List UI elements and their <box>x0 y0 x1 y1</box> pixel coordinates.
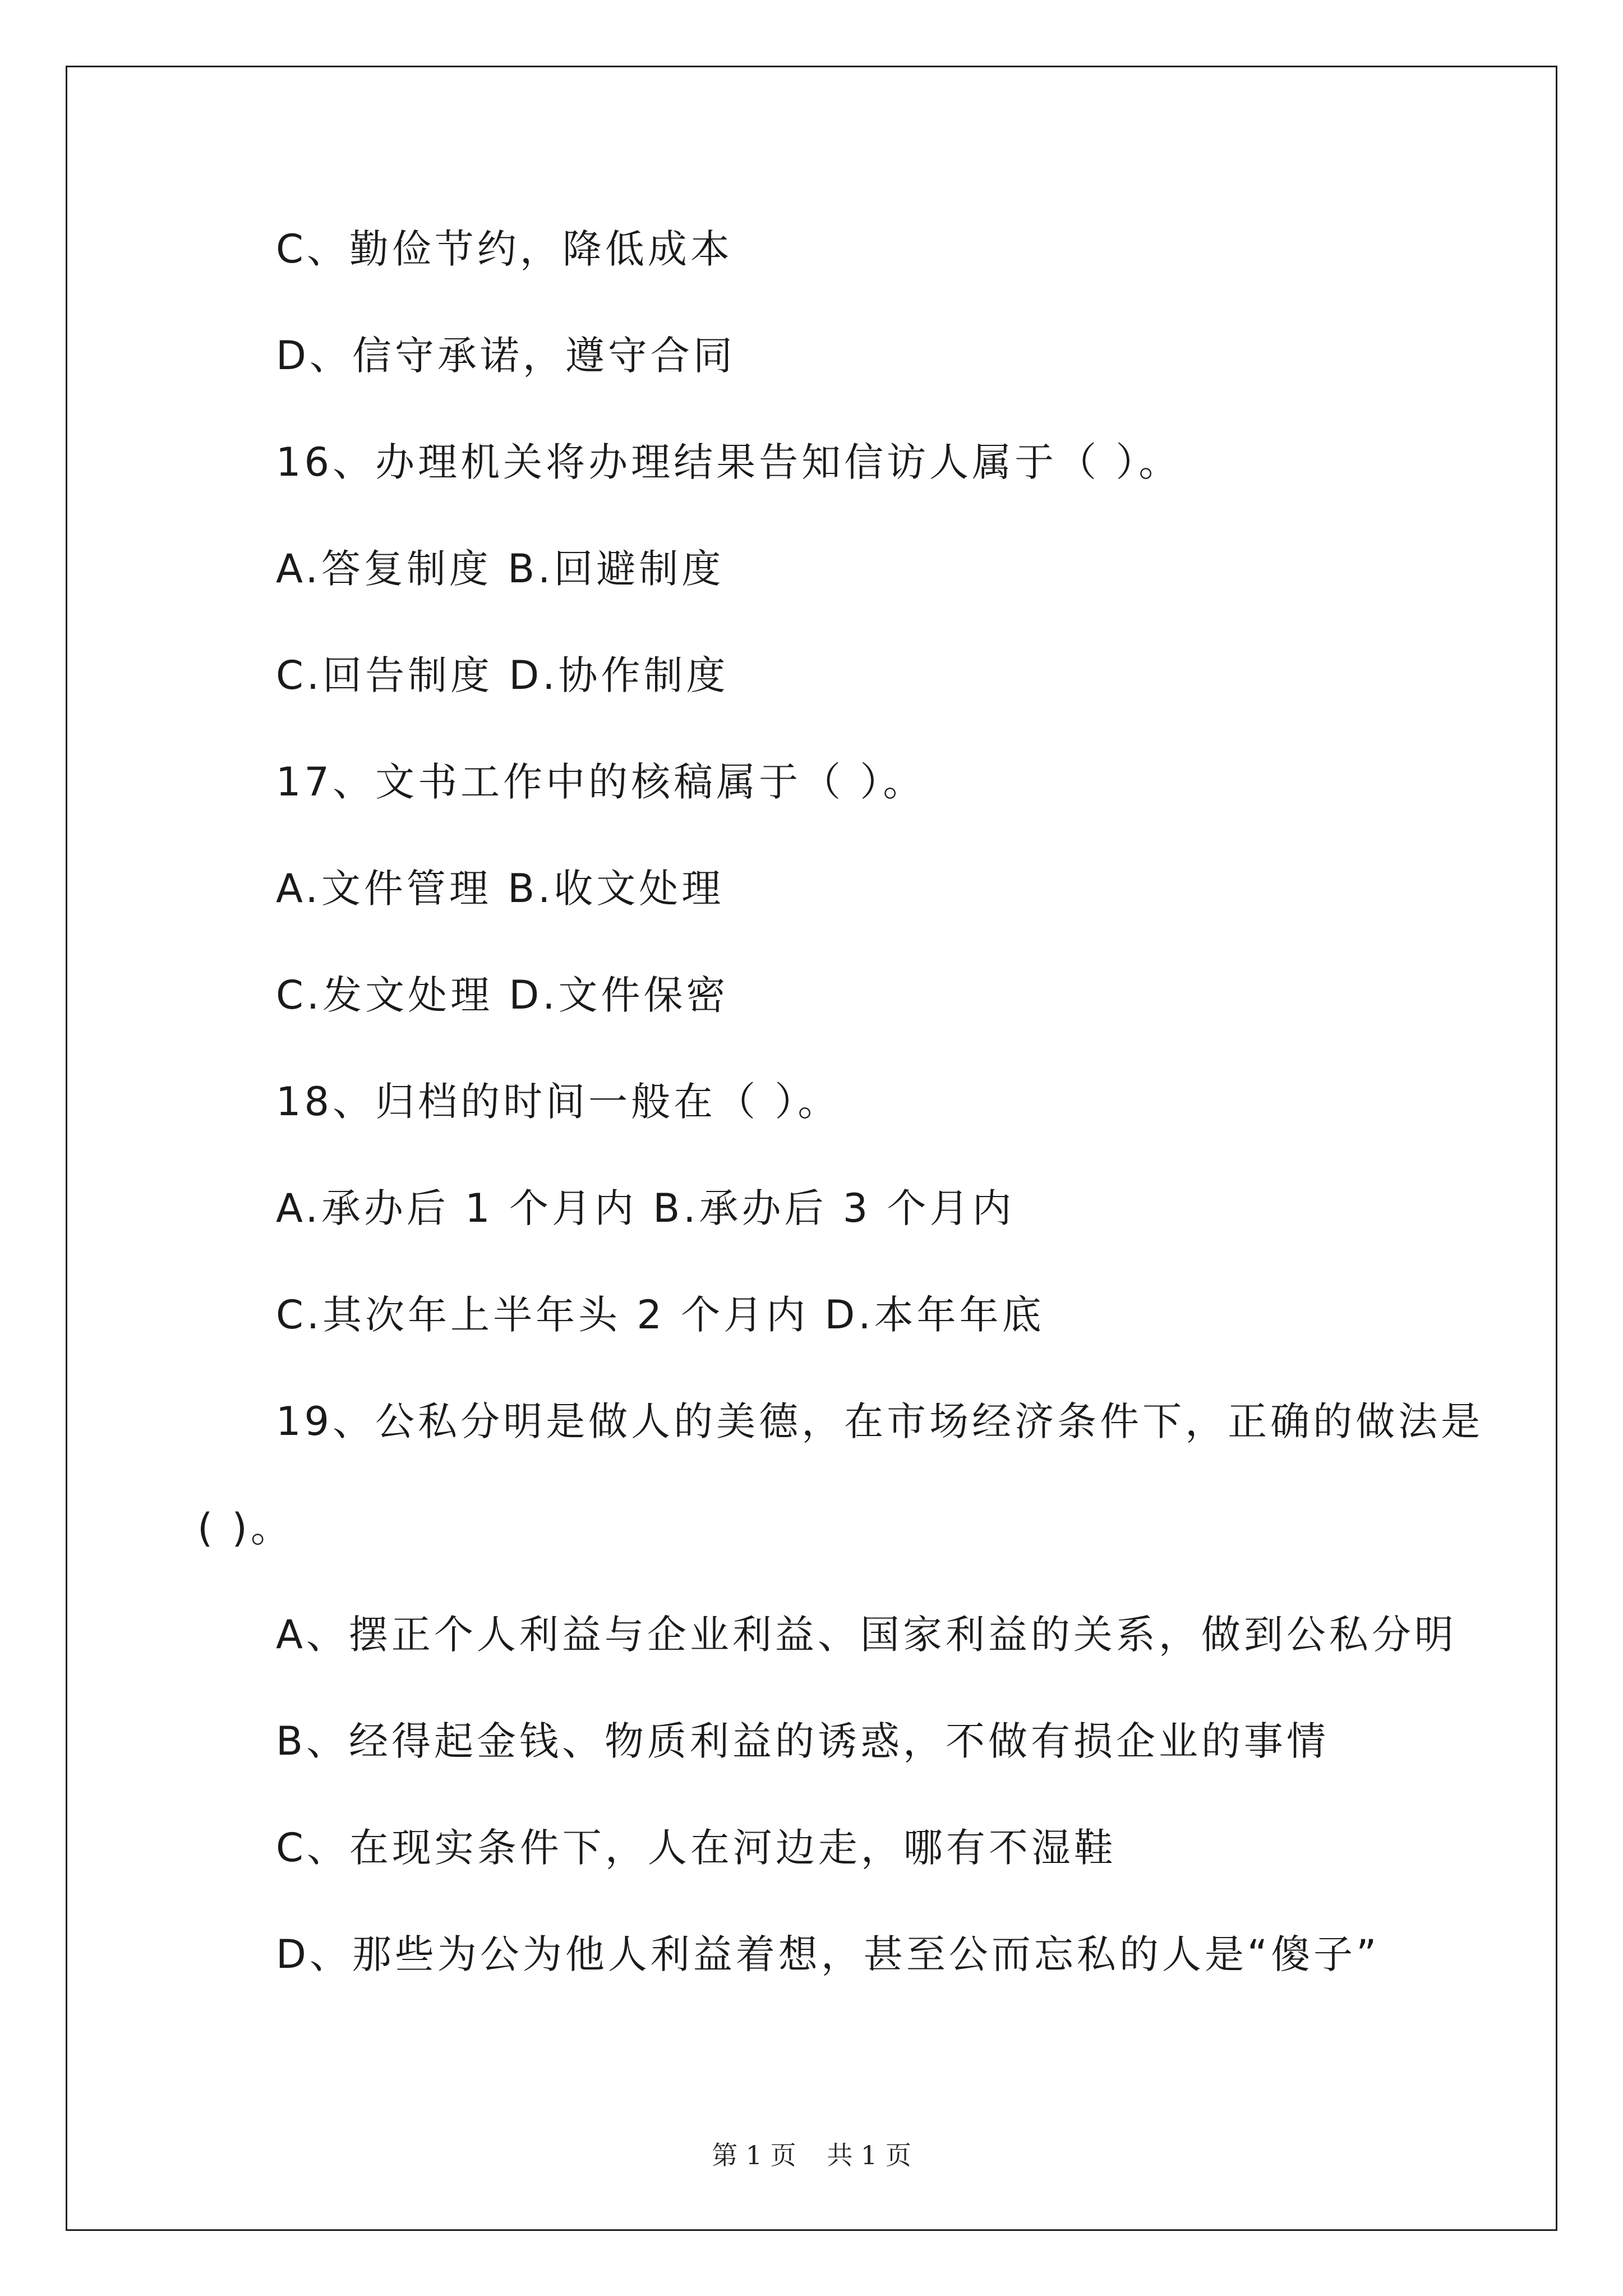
options-ab-q16: A.答复制度 B.回避制度 <box>276 546 725 592</box>
page-footer <box>0 2138 1623 2172</box>
options-ab-q17: A.文件管理 B.收文处理 <box>276 866 725 912</box>
option-c-q19: C、在现实条件下，人在河边走，哪有不湿鞋 <box>276 1825 1117 1871</box>
question-19-continuation: ( )。 <box>197 1505 293 1551</box>
option-b-q19: B、经得起金钱、物质利益的诱惑，不做有损企业的事情 <box>276 1718 1330 1764</box>
option-a-q19: A、摆正个人利益与企业利益、国家利益的关系，做到公私分明 <box>276 1612 1457 1658</box>
question-17: 17、文书工作中的核稿属于（ ）。 <box>276 759 926 805</box>
option-d-q15: D、信守承诺，遵守合同 <box>276 333 736 379</box>
page-number: 第 1 页 <box>712 2140 796 2170</box>
options-cd-q18: C.其次年上半年头 2 个月内 D.本年年底 <box>276 1292 1045 1338</box>
options-cd-q16: C.回告制度 D.协作制度 <box>276 652 729 698</box>
page-border <box>66 66 1557 2231</box>
question-18: 18、归档的时间一般在（ ）。 <box>276 1079 841 1125</box>
options-cd-q17: C.发文处理 D.文件保密 <box>276 972 729 1018</box>
option-d-q19: D、那些为公为他人利益着想，甚至公而忘私的人是“傻子” <box>276 1931 1380 1977</box>
options-ab-q18: A.承办后 1 个月内 B.承办后 3 个月内 <box>276 1185 1015 1231</box>
question-19: 19、公私分明是做人的美德，在市场经济条件下，正确的做法是 <box>276 1398 1484 1444</box>
option-c-q15: C、勤俭节约，降低成本 <box>276 226 733 272</box>
page-total: 共 1 页 <box>827 2140 911 2170</box>
question-16: 16、办理机关将办理结果告知信访人属于（ ）。 <box>276 439 1182 485</box>
